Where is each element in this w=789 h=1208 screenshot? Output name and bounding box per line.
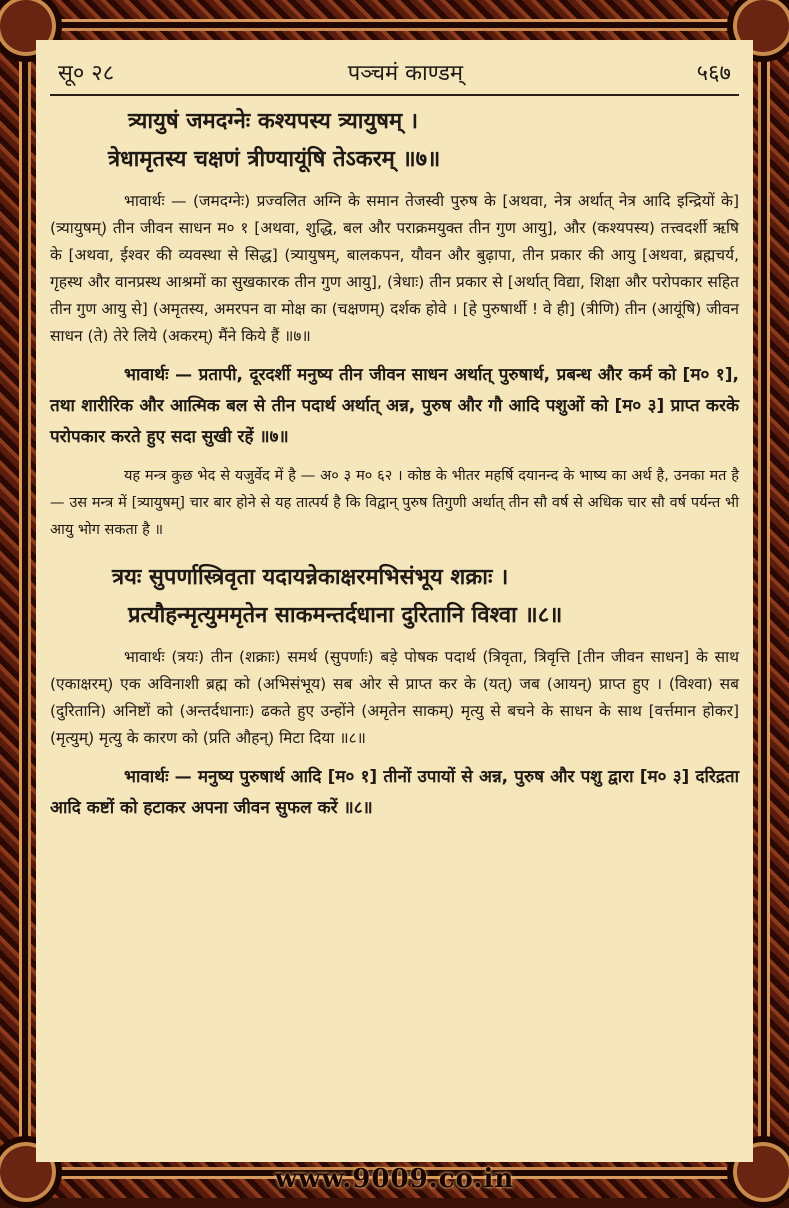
mantra-7-line-2: त्रेधामृतस्य चक्षणं त्रीण्यायूंषि तेऽकरम् ॥७॥ [50,140,739,178]
sukta-number: सू० २८ [58,57,114,87]
website-watermark: www.9009.co.in [0,1164,789,1194]
page-content [50,102,739,824]
bhavarth-8: भावार्थः (त्रयः) तीन (शक्राः) समर्थ (सुपर्णाः) बड़े पोषक पदार्थ (त्रिवृता, त्रिवृत्ति [तीन जीवन साधन] के साथ (एकाक्षरम्) एक अविनाशी ब्रह्म को (अभिसंभूय) सब ओर से प्राप्त कर के (यत्) जब (आयन्) प्राप्त हुए । (विश्वा) सब (दुरितानि) अनिष्टों को (अन्तर्दधानाः) ढकते हुए उन्होंने (अमृतेन साकम्) मृत्यु से बचने के साधन के साथ [वर्त्तमान होकर] (मृत्युम्) मृत्यु के कारण को (प्रति औहन्) मिटा दिया ॥८॥ [50,644,739,752]
bhavarth-8-summary: भावार्थः — मनुष्य पुरुषार्थ आदि [म० १] तीनों उपायों से अन्न, पुरुष और पशु द्वारा [म० ३] दरिद्रता आदि कष्टों को हटाकर अपना जीवन सुफल करें ॥८॥ [50,762,739,824]
bhavarth-7: भावार्थः — (जमदग्नेः) प्रज्वलित अग्नि के समान तेजस्वी पुरुष के [अथवा, नेत्र अर्थात् नेत्र आदि इन्द्रियों के] (त्र्यायुषम्) तीन जीवन साधन म० १ [अथवा, शुद्धि, बल और पराक्रमयुक्त तीन गुण आयु], और (कश्यपस्य) तत्त्वदर्शी ऋषि के [अथवा, ईश्वर की व्यवस्था से सिद्ध] (त्र्यायुषम्, बालकपन, यौवन और बुढ़ापा, तीन प्रकार की आयु [अथवा, ब्रह्मचर्य, गृहस्थ और वानप्रस्थ आश्रमों का सुखकारक तीन गुण आयु], (त्रेधाः) तीन प्रकार से [अर्थात् विद्या, शिक्षा और परोपकार सहित तीन गुण आयु से] (अमृतस्य, अमरपन वा मोक्ष का (चक्षणम्) दर्शक होवे । [हे पुरुषार्थी ! वे ही] (त्रीणि) तीन (आयूंषि) जीवन साधन (ते) तेरे लिये (अकरम्) मैंने किये हैं ॥७॥ [50,188,739,350]
header-divider [50,94,739,96]
page-header [58,52,731,92]
page-number: ५६७ [697,57,731,87]
bhavarth-7-summary: भावार्थः — प्रतापी, दूरदर्शी मनुष्य तीन जीवन साधन अर्थात् पुरुषार्थ, प्रबन्ध और कर्म को [म० १], तथा शारीरिक और आत्मिक बल से तीन पदार्थ अर्थात् अन्न, पुरुष और गौ आदि पशुओं को [म० ३] प्राप्त करके परोपकार करते हुए सदा सुखी रहें ॥७॥ [50,360,739,453]
commentary-note: यह मन्त्र कुछ भेद से यजुर्वेद में है — अ० ३ म० ६२ । कोष्ठ के भीतर महर्षि दयानन्द के भाष्य का अर्थ है, उनका मत है — उस मन्त्र में [त्र्यायुषम्] चार बार होने से यह तात्पर्य है कि विद्वान् पुरुष तिगुणी अर्थात् तीन सौ वर्ष से अधिक चार सौ वर्ष पर्यन्त भी आयु भोग सकता है ॥ [50,463,739,544]
mantra-7-line-1: त्र्यायुषं जमदग्नेः कश्यपस्य त्र्यायुषम् । [50,102,739,140]
mantra-8-line-2: प्रत्यौहन्मृत्युममृतेन साकमन्तर्दधाना दुरितानि विश्वा ॥८॥ [50,596,739,634]
book-page [36,40,753,1162]
kand-title: पञ्चमं काण्डम् [348,57,463,87]
mantra-8-line-1: त्रयः सुपर्णास्त्रिवृता यदायन्नेकाक्षरमभिसंभूय शक्राः । [50,558,739,596]
